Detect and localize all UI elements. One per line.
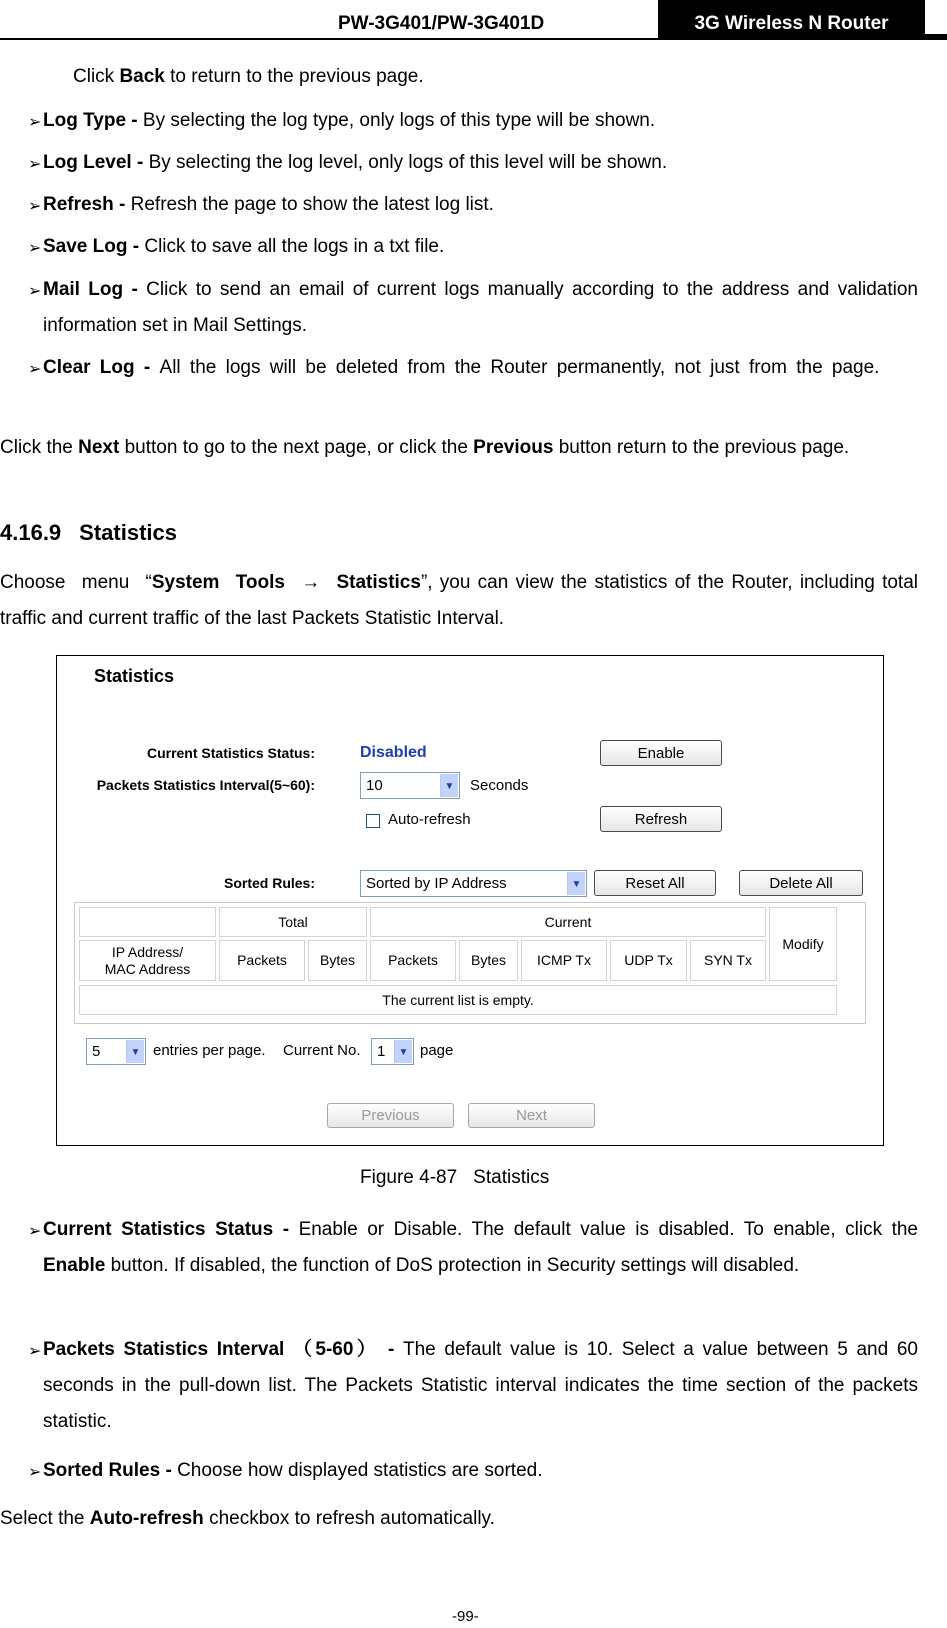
refresh-button[interactable]: Refresh [600, 806, 722, 832]
bullet-log-type: Log Type - By selecting the log type, only logs of this type will be shown. [43, 110, 656, 131]
header-rule [0, 38, 947, 40]
intro-rest: to return to the previous page. [164, 66, 424, 87]
interval-select-value: 10 [366, 777, 383, 794]
bullet-arrow-icon: ➢ [28, 361, 42, 378]
table-header-icmp-tx: ICMP Tx [521, 940, 607, 981]
auto-refresh-label: Auto-refresh [388, 811, 471, 828]
table-header-total: Total [219, 907, 367, 937]
page-select[interactable] [371, 1038, 414, 1065]
page-label: page [420, 1042, 454, 1059]
auto-refresh-checkbox[interactable] [366, 814, 380, 828]
interval-label: Packets Statistics Interval(5~60): [96, 777, 315, 793]
next-button[interactable]: Next [468, 1103, 595, 1128]
auto-refresh-paragraph: Select the Auto-refresh checkbox to refresh automatically. [0, 1508, 495, 1529]
bullet-current-status: Current Statistics Status - Enable or Disable. The default value is disabled. To enable, click the Enable button. If disabled, the function of DoS protection in Security settings will disabled. [43, 1219, 918, 1276]
table-header-current-bytes: Bytes [459, 940, 518, 981]
chevron-down-icon: ▼ [440, 774, 458, 797]
intro-back: Back [119, 66, 165, 87]
bullet-arrow-icon: ➢ [28, 198, 42, 215]
page-number: -99- [452, 1608, 479, 1625]
table-header-ip: IP Address/ MAC Address [79, 940, 216, 981]
header-model: PW-3G401/PW-3G401D [338, 13, 545, 34]
statistics-table [74, 902, 866, 1024]
chevron-down-icon: ▼ [126, 1040, 144, 1063]
bullet-arrow-icon: ➢ [28, 1343, 42, 1360]
previous-button[interactable]: Previous [327, 1103, 454, 1128]
table-header-syn-tx: SYN Tx [690, 940, 766, 981]
entries-per-page-label: entries per page. [153, 1042, 266, 1059]
entries-per-page-value: 5 [92, 1043, 101, 1060]
table-header-current-packets: Packets [370, 940, 456, 981]
bullet-save-log: Save Log - Click to save all the logs in a txt file. [43, 236, 445, 257]
page-select-value: 1 [377, 1043, 386, 1060]
chevron-down-icon: ▼ [394, 1040, 412, 1063]
entries-per-page-select[interactable] [86, 1038, 146, 1065]
table-header-udp-tx: UDP Tx [610, 940, 687, 981]
bullet-clear-log: Clear Log - All the logs will be deleted from the Router permanently, not just from the page. [43, 357, 880, 378]
table-header-current: Current [370, 907, 766, 937]
bullet-arrow-icon: ➢ [28, 1223, 42, 1240]
interval-select[interactable] [360, 772, 460, 799]
sorted-rules-value: Sorted by IP Address [366, 875, 507, 892]
header-product-tab: 3G Wireless N Router [658, 0, 925, 40]
reset-all-button[interactable]: Reset All [594, 870, 716, 896]
bullet-arrow-icon: ➢ [28, 240, 42, 257]
figure-caption: Figure 4-87 Statistics [360, 1167, 550, 1188]
header-notch [924, 34, 947, 40]
status-label: Current Statistics Status: [146, 745, 315, 761]
sorted-rules-label: Sorted Rules: [223, 875, 315, 891]
bullet-refresh: Refresh - Refresh the page to show the latest log list. [43, 194, 494, 215]
status-value: Disabled [360, 744, 427, 761]
bullet-arrow-icon: ➢ [28, 114, 42, 131]
bullet-arrow-icon: ➢ [28, 1464, 42, 1481]
statistics-figure [56, 655, 884, 1146]
seconds-label: Seconds [470, 777, 529, 794]
table-header-total-packets: Packets [219, 940, 305, 981]
section-heading: 4.16.9 Statistics [0, 520, 177, 545]
bullet-arrow-icon: ➢ [28, 283, 42, 300]
bullet-log-level: Log Level - By selecting the log level, only logs of this level will be shown. [43, 152, 668, 173]
table-header-blank [79, 907, 216, 937]
intro-click: Click [73, 66, 120, 87]
choose-paragraph: Choose menu “System Tools → Statistics”, you can view the statistics of the Router, including total traffic and current traffic of the last Packets Statistic Interval. [0, 572, 918, 629]
table-header-total-bytes: Bytes [308, 940, 367, 981]
figure-title: Statistics [94, 666, 175, 686]
bullet-sorted-rules: Sorted Rules - Choose how displayed statistics are sorted. [43, 1460, 543, 1481]
bullet-mail-log: Mail Log - Click to send an email of current logs manually according to the address and validation information set in Mail Settings. [43, 279, 918, 336]
chevron-down-icon: ▼ [567, 872, 585, 895]
intro-line [73, 66, 424, 88]
enable-button[interactable]: Enable [600, 740, 722, 766]
delete-all-button[interactable]: Delete All [739, 870, 863, 896]
bullet-arrow-icon: ➢ [28, 156, 42, 173]
table-empty-message: The current list is empty. [79, 985, 837, 1015]
current-no-label: Current No. [283, 1042, 361, 1059]
sorted-rules-select[interactable] [360, 870, 587, 897]
table-header-modify: Modify [769, 907, 837, 981]
bullet-packets-interval: Packets Statistics Interval （5-60） - The default value is 10. Select a value between 5 and 60 seconds in the pull-down list. The Packets Statistic interval indicates the time section of the packets statistic. [43, 1339, 918, 1432]
nav-paragraph: Click the Next button to go to the next page, or click the Previous button return to the previous page. [0, 437, 850, 458]
